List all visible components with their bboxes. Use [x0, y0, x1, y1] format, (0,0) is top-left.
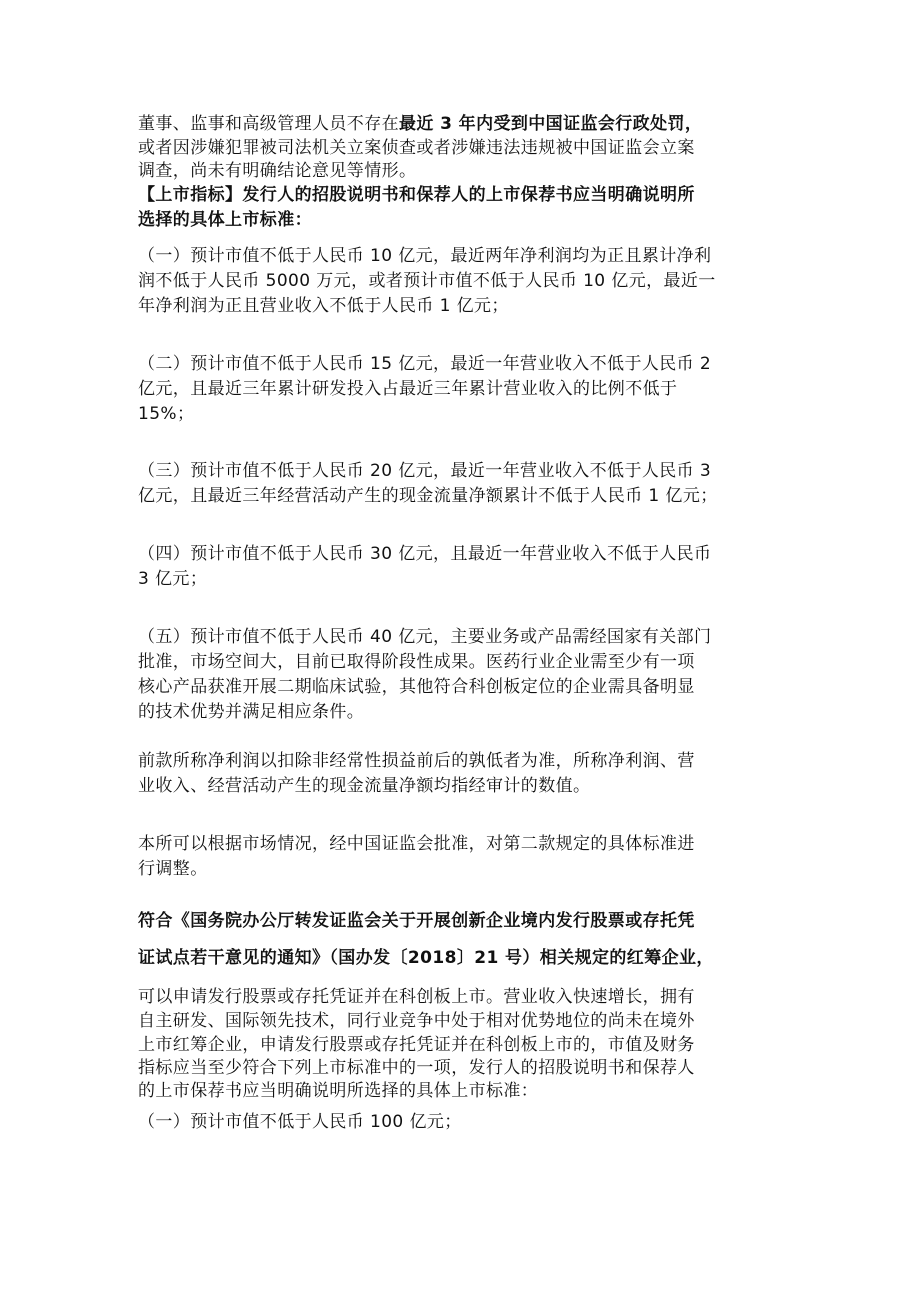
intro-line-1	[138, 113, 702, 135]
listing-item-5-line-2: 批准，市场空间大，目前已取得阶段性成果。医药行业企业需至少有一项	[138, 652, 695, 672]
red-chip-heading-line-2: 证试点若干意见的通知》（国办发〔2018〕21 号）相关规定的红筹企业，	[138, 948, 714, 968]
red-chip-item-1: （一）预计市值不低于人民币 100 亿元；	[138, 1112, 462, 1132]
listing-item-5-line-1: （五）预计市值不低于人民币 40 亿元，主要业务或产品需经国家有关部门	[138, 627, 712, 647]
intro-line-1-text: 董事、监事和高级管理人员不存在	[138, 114, 399, 134]
listing-item-1-line-1: （一）预计市值不低于人民币 10 亿元，最近两年净利润均为正且累计净利	[138, 246, 712, 266]
red-chip-body-line-5: 的上市保荐书应当明确说明所选择的具体上市标准：	[138, 1081, 539, 1101]
red-chip-body-line-3: 上市红筹企业，申请发行股票或存托凭证并在科创板上市的，市值及财务	[138, 1035, 695, 1055]
listing-note-2-line-1: 本所可以根据市场情况，经中国证监会批准，对第二款规定的具体标准进	[138, 834, 695, 854]
listing-item-5-line-4: 的技术优势并满足相应条件。	[138, 702, 365, 722]
listing-item-5-line-3: 核心产品获准开展二期临床试验，其他符合科创板定位的企业需具备明显	[138, 677, 695, 697]
listing-item-2-line-3: 15%；	[138, 404, 195, 424]
listing-note-1-line-1: 前款所称净利润以扣除非经常性损益前后的孰低者为准，所称净利润、营	[138, 751, 695, 771]
intro-line-2: 或者因涉嫌犯罪被司法机关立案侦查或者涉嫌违法违规被中国证监会立案	[138, 138, 695, 158]
listing-item-2-line-1: （二）预计市值不低于人民币 15 亿元，最近一年营业收入不低于人民币 2	[138, 354, 712, 374]
intro-line-3: 调查，尚未有明确结论意见等情形。	[138, 161, 417, 181]
intro-line-1-emphasis: 最近 3 年内受到中国证监会行政处罚，	[399, 114, 703, 134]
listing-heading-line-1: 【上市指标】发行人的招股说明书和保荐人的上市保荐书应当明确说明所	[138, 185, 695, 205]
listing-item-1-line-3: 年净利润为正且营业收入不低于人民币 1 亿元；	[138, 296, 509, 316]
listing-note-1-line-2: 业收入、经营活动产生的现金流量净额均指经审计的数值。	[138, 776, 591, 796]
listing-item-3-line-1: （三）预计市值不低于人民币 20 亿元，最近一年营业收入不低于人民币 3	[138, 461, 712, 481]
listing-item-2-line-2: 亿元，且最近三年累计研发投入占最近三年累计营业收入的比例不低于	[138, 379, 678, 399]
listing-item-4-line-2: 3 亿元；	[138, 569, 208, 589]
listing-item-4-line-1: （四）预计市值不低于人民币 30 亿元，且最近一年营业收入不低于人民币	[138, 544, 712, 564]
red-chip-body-line-2: 自主研发、国际领先技术，同行业竞争中处于相对优势地位的尚未在境外	[138, 1011, 695, 1031]
listing-item-1-line-2: 润不低于人民币 5000 万元，或者预计市值不低于人民币 10 亿元，最近一	[138, 271, 716, 291]
listing-item-3-line-2: 亿元，且最近三年经营活动产生的现金流量净额累计不低于人民币 1 亿元；	[138, 486, 718, 506]
listing-note-2-line-2: 行调整。	[138, 859, 208, 879]
listing-heading-line-2: 选择的具体上市标准：	[138, 210, 312, 230]
red-chip-heading-line-1: 符合《国务院办公厅转发证监会关于开展创新企业境内发行股票或存托凭	[138, 911, 695, 931]
red-chip-body-line-1: 可以申请发行股票或存托凭证并在科创板上市。营业收入快速增长，拥有	[138, 987, 695, 1007]
red-chip-body-line-4: 指标应当至少符合下列上市标准中的一项，发行人的招股说明书和保荐人	[138, 1058, 695, 1078]
